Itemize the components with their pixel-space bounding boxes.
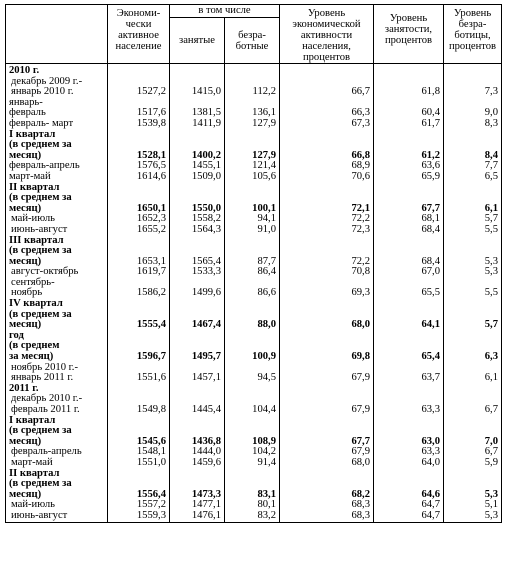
row-value [170,64,225,77]
row-value: 1495,7 [170,331,225,363]
row-value: 1499,6 [170,278,225,299]
row-value [280,384,374,395]
row-value: 68,1 [374,214,444,225]
row-value: 68,2 [280,469,374,501]
row-value: 65,5 [374,278,444,299]
row-value: 66,8 [280,130,374,162]
header-activity-level: Уровень экономической активности населения, процентов [280,5,374,64]
row-value: 1415,0 [170,77,225,98]
row-value: 91,4 [225,458,280,469]
row-value: 5,9 [444,458,502,469]
row-value: 63,3 [374,447,444,458]
row-value: 72,2 [280,236,374,268]
row-value: 1652,3 [108,214,170,225]
row-value [170,384,225,395]
row-value: 64,1 [374,299,444,331]
row-value: 1550,0 [170,183,225,215]
row-value [444,384,502,395]
header-unemployment-level: Уровень безра- ботицы, процентов [444,5,502,64]
row-value: 8,4 [444,130,502,162]
row-value: 1551,6 [108,363,170,384]
table-row [6,225,502,236]
row-value: 64,7 [374,511,444,522]
row-value: 68,3 [280,500,374,511]
row-value: 80,1 [225,500,280,511]
row-value: 5,3 [444,469,502,501]
row-value: 1509,0 [170,172,225,183]
row-label: февраль- март [6,119,108,130]
row-value: 1548,1 [108,447,170,458]
row-value [108,384,170,395]
row-value: 5,7 [444,299,502,331]
row-value: 1655,2 [108,225,170,236]
row-value: 7,0 [444,416,502,448]
row-value: 1381,5 [170,98,225,119]
row-label: февраль-апрель [6,161,108,172]
row-value: 1473,3 [170,469,225,501]
row-value: 72,1 [280,183,374,215]
row-value: 67,3 [280,119,374,130]
row-label: I квартал (в среднем за месяц) [6,416,108,448]
row-value: 63,0 [374,416,444,448]
row-value: 91,0 [225,225,280,236]
row-value: 6,7 [444,394,502,415]
row-value [374,64,444,77]
row-value: 1650,1 [108,183,170,215]
row-value: 63,3 [374,394,444,415]
table-header [6,5,502,64]
row-value: 68,4 [374,236,444,268]
row-value: 1558,2 [170,214,225,225]
row-value: 1411,9 [170,119,225,130]
table-row [6,172,502,183]
row-value [108,64,170,77]
row-value: 112,2 [225,77,280,98]
row-value: 7,3 [444,77,502,98]
row-value: 64,7 [374,500,444,511]
row-value: 87,7 [225,236,280,268]
row-value: 68,4 [374,225,444,236]
header-employed: занятые [170,18,225,64]
row-label: июнь-август [6,511,108,522]
row-value [374,384,444,395]
row-value: 66,3 [280,98,374,119]
row-value: 5,5 [444,278,502,299]
row-value: 63,6 [374,161,444,172]
row-value [225,384,280,395]
row-value: 7,7 [444,161,502,172]
row-value: 1477,1 [170,500,225,511]
row-value: 68,0 [280,458,374,469]
row-value: 1539,8 [108,119,170,130]
table-row [6,363,502,384]
row-value: 67,0 [374,267,444,278]
row-value: 65,4 [374,331,444,363]
row-value: 1619,7 [108,267,170,278]
row-value: 64,6 [374,469,444,501]
row-value: 69,3 [280,278,374,299]
row-value: 127,9 [225,119,280,130]
row-value: 6,5 [444,172,502,183]
row-value: 108,9 [225,416,280,448]
row-value: 1551,0 [108,458,170,469]
table-row [6,469,502,501]
row-value: 5,1 [444,500,502,511]
row-value: 65,9 [374,172,444,183]
row-value [280,64,374,77]
row-value: 68,3 [280,511,374,522]
table-row [6,416,502,448]
table-row [6,98,502,119]
row-value: 67,9 [280,394,374,415]
table-row [6,511,502,522]
row-value: 1467,4 [170,299,225,331]
row-label: сентябрь- ноябрь [6,278,108,299]
row-value: 1476,1 [170,511,225,522]
row-value: 72,3 [280,225,374,236]
row-value: 1533,3 [170,267,225,278]
row-value: 69,8 [280,331,374,363]
table-row [6,77,502,98]
row-value: 88,0 [225,299,280,331]
row-value: 1459,6 [170,458,225,469]
row-value: 86,6 [225,278,280,299]
row-value: 121,4 [225,161,280,172]
row-value: 1564,3 [170,225,225,236]
table-row [6,458,502,469]
row-label: май-июль [6,214,108,225]
row-value: 1400,2 [170,130,225,162]
table-row [6,278,502,299]
table-row [6,119,502,130]
row-value: 1555,4 [108,299,170,331]
header-employment-level: Уровень занятости, процентов [374,5,444,64]
row-label: декабрь 2009 г.- январь 2010 г. [6,77,108,98]
row-value: 67,9 [280,447,374,458]
row-label: 2010 г. [6,64,108,77]
row-value: 1445,4 [170,394,225,415]
row-value: 1653,1 [108,236,170,268]
table-body [6,64,502,523]
labor-statistics-table [5,4,502,523]
row-value: 83,2 [225,511,280,522]
row-label: август-октябрь [6,267,108,278]
row-value: 6,3 [444,331,502,363]
row-value: 9,0 [444,98,502,119]
row-label: II квартал (в среднем за месяц) [6,183,108,215]
row-value: 61,7 [374,119,444,130]
row-value: 86,4 [225,267,280,278]
row-value: 70,6 [280,172,374,183]
row-value: 105,6 [225,172,280,183]
table-row [6,299,502,331]
table-row [6,267,502,278]
row-value: 63,7 [374,363,444,384]
row-value: 1517,6 [108,98,170,119]
row-value: 136,1 [225,98,280,119]
table-row [6,183,502,215]
row-label: декабрь 2010 г.- февраль 2011 г. [6,394,108,415]
header-group-including: в том числе [170,5,280,18]
row-value: 72,2 [280,214,374,225]
row-label: III квартал (в среднем за месяц) [6,236,108,268]
table-row [6,130,502,162]
row-value: 100,9 [225,331,280,363]
header-period [6,5,108,64]
row-value: 1557,2 [108,500,170,511]
row-value: 1545,6 [108,416,170,448]
row-value: 61,2 [374,130,444,162]
row-value: 67,7 [374,183,444,215]
row-value: 1559,3 [108,511,170,522]
row-label: март-май [6,458,108,469]
row-value: 6,1 [444,363,502,384]
table-row [6,331,502,363]
row-value: 68,0 [280,299,374,331]
row-value: 1444,0 [170,447,225,458]
row-value: 104,2 [225,447,280,458]
table-row [6,394,502,415]
row-label: год (в среднем за месяц) [6,331,108,363]
row-value: 1596,7 [108,331,170,363]
row-label: 2011 г. [6,384,108,395]
row-value: 5,3 [444,236,502,268]
row-value: 68,9 [280,161,374,172]
row-value: 1565,4 [170,236,225,268]
row-value: 1614,6 [108,172,170,183]
row-value: 67,9 [280,363,374,384]
row-value: 5,5 [444,225,502,236]
row-value: 8,3 [444,119,502,130]
row-value: 6,7 [444,447,502,458]
row-value: 5,3 [444,511,502,522]
row-label: II квартал (в среднем за месяц) [6,469,108,501]
row-label: июнь-август [6,225,108,236]
row-label: IV квартал (в среднем за месяц) [6,299,108,331]
row-label: январь- февраль [6,98,108,119]
row-value: 1455,1 [170,161,225,172]
row-value: 6,1 [444,183,502,215]
row-value: 66,7 [280,77,374,98]
row-value: 127,9 [225,130,280,162]
row-label: ноябрь 2010 г.- январь 2011 г. [6,363,108,384]
row-value: 100,1 [225,183,280,215]
row-value: 1457,1 [170,363,225,384]
row-value: 67,7 [280,416,374,448]
table-row [6,236,502,268]
row-label: I квартал (в среднем за месяц) [6,130,108,162]
row-value: 5,7 [444,214,502,225]
row-label: март-май [6,172,108,183]
row-value [225,64,280,77]
row-value: 61,8 [374,77,444,98]
row-value: 104,4 [225,394,280,415]
row-value: 1528,1 [108,130,170,162]
row-value: 1556,4 [108,469,170,501]
row-value: 70,8 [280,267,374,278]
row-value: 60,4 [374,98,444,119]
row-value: 64,0 [374,458,444,469]
row-value: 94,5 [225,363,280,384]
row-label: февраль-апрель [6,447,108,458]
row-value: 1586,2 [108,278,170,299]
header-unemployed: безра- ботные [225,18,280,64]
row-label: май-июль [6,500,108,511]
row-value: 94,1 [225,214,280,225]
row-value: 5,3 [444,267,502,278]
row-value: 83,1 [225,469,280,501]
row-value: 1527,2 [108,77,170,98]
table-row [6,64,502,77]
row-value: 1576,5 [108,161,170,172]
row-value: 1436,8 [170,416,225,448]
row-value [444,64,502,77]
header-economically-active: Экономи- чески активное население [108,5,170,64]
row-value: 1549,8 [108,394,170,415]
